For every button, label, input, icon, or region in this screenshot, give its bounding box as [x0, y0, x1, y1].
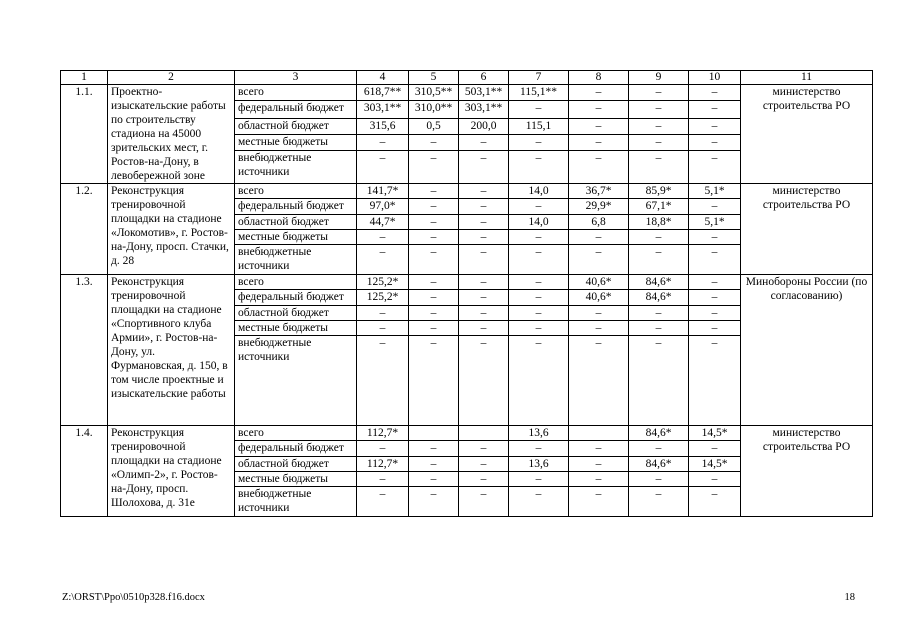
value-cell: –: [459, 487, 509, 517]
value-cell: –: [569, 321, 629, 336]
funding-source: всего: [235, 275, 357, 290]
header-cell: 8: [569, 71, 629, 85]
header-cell: 10: [689, 71, 741, 85]
value-cell: 29,9*: [569, 199, 629, 215]
funding-source: всего: [235, 426, 357, 441]
table-row: [61, 426, 873, 441]
value-cell: –: [409, 441, 459, 457]
value-cell: –: [689, 336, 741, 426]
value-cell: –: [409, 321, 459, 336]
value-cell: –: [509, 472, 569, 487]
value-cell: –: [357, 487, 409, 517]
value-cell: 303,1**: [459, 101, 509, 118]
value-cell: –: [357, 230, 409, 245]
value-cell: –: [689, 321, 741, 336]
value-cell: –: [459, 457, 509, 472]
value-cell: –: [459, 275, 509, 290]
value-cell: –: [409, 457, 459, 472]
value-cell: –: [459, 245, 509, 275]
value-cell: –: [409, 245, 459, 275]
funding-source: местные бюджеты: [235, 321, 357, 336]
footer-page-number: 18: [844, 592, 855, 603]
table-body: [61, 71, 873, 517]
value-cell: –: [509, 290, 569, 306]
value-cell: –: [689, 245, 741, 275]
value-cell: –: [357, 306, 409, 321]
table-row: [61, 275, 873, 290]
value-cell: –: [569, 487, 629, 517]
value-cell: –: [409, 199, 459, 215]
value-cell: 200,0: [459, 118, 509, 134]
value-cell: –: [357, 321, 409, 336]
value-cell: –: [409, 215, 459, 230]
item-code: 1.4.: [61, 426, 108, 517]
header-cell: 1: [61, 71, 108, 85]
value-cell: –: [509, 151, 569, 184]
value-cell: –: [629, 101, 689, 118]
executor: министерство строительства РО: [741, 85, 873, 184]
value-cell: –: [509, 321, 569, 336]
value-cell: –: [409, 306, 459, 321]
value-cell: –: [509, 275, 569, 290]
value-cell: –: [409, 230, 459, 245]
value-cell: –: [689, 101, 741, 118]
value-cell: 5,1*: [689, 184, 741, 199]
value-cell: 303,1**: [357, 101, 409, 118]
value-cell: –: [689, 290, 741, 306]
value-cell: –: [569, 151, 629, 184]
value-cell: –: [629, 306, 689, 321]
header-cell: 9: [629, 71, 689, 85]
value-cell: –: [409, 336, 459, 426]
value-cell: –: [459, 199, 509, 215]
funding-source: внебюджетные источники: [235, 245, 357, 275]
funding-source: федеральный бюджет: [235, 290, 357, 306]
value-cell: 14,5*: [689, 457, 741, 472]
header-cell: 6: [459, 71, 509, 85]
header-row: [61, 71, 873, 85]
header-cell: 4: [357, 71, 409, 85]
value-cell: 618,7**: [357, 85, 409, 101]
value-cell: 310,5**: [409, 85, 459, 101]
header-cell: 2: [108, 71, 235, 85]
value-cell: –: [689, 487, 741, 517]
value-cell: –: [509, 101, 569, 118]
funding-source: областной бюджет: [235, 457, 357, 472]
value-cell: –: [569, 472, 629, 487]
value-cell: –: [409, 275, 459, 290]
value-cell: –: [629, 321, 689, 336]
value-cell: –: [569, 457, 629, 472]
funding-source: областной бюджет: [235, 118, 357, 134]
item-code: 1.3.: [61, 275, 108, 426]
value-cell: –: [629, 85, 689, 101]
value-cell: 84,6*: [629, 275, 689, 290]
header-cell: 3: [235, 71, 357, 85]
table-row: [61, 85, 873, 101]
value-cell: –: [459, 135, 509, 151]
value-cell: 36,7*: [569, 184, 629, 199]
value-cell: –: [689, 199, 741, 215]
funding-source: областной бюджет: [235, 215, 357, 230]
value-cell: –: [569, 441, 629, 457]
value-cell: –: [509, 487, 569, 517]
value-cell: 141,7*: [357, 184, 409, 199]
funding-source: местные бюджеты: [235, 135, 357, 151]
value-cell: 97,0*: [357, 199, 409, 215]
value-cell: –: [509, 306, 569, 321]
value-cell: –: [459, 151, 509, 184]
table-row: [61, 184, 873, 199]
value-cell: [459, 426, 509, 441]
header-cell: 11: [741, 71, 873, 85]
value-cell: –: [409, 487, 459, 517]
value-cell: –: [569, 85, 629, 101]
value-cell: 315,6: [357, 118, 409, 134]
funding-source: местные бюджеты: [235, 230, 357, 245]
header-cell: 5: [409, 71, 459, 85]
value-cell: 67,1*: [629, 199, 689, 215]
value-cell: –: [409, 472, 459, 487]
value-cell: –: [689, 230, 741, 245]
value-cell: 115,1**: [509, 85, 569, 101]
value-cell: 0,5: [409, 118, 459, 134]
value-cell: –: [689, 441, 741, 457]
value-cell: –: [689, 306, 741, 321]
value-cell: –: [629, 135, 689, 151]
value-cell: –: [629, 441, 689, 457]
value-cell: –: [689, 151, 741, 184]
value-cell: 112,7*: [357, 426, 409, 441]
value-cell: 115,1: [509, 118, 569, 134]
item-name: Реконструкция тренировочной площадки на стадионе «Спортивного клуба Армии», г. Ростов-на-Дону, ул. Фурмановская, д. 150, в том числе проектные и изыскательские работы: [108, 275, 235, 426]
value-cell: –: [629, 230, 689, 245]
value-cell: –: [409, 290, 459, 306]
value-cell: 44,7*: [357, 215, 409, 230]
header-cell: 7: [509, 71, 569, 85]
value-cell: –: [509, 230, 569, 245]
budget-table: [60, 70, 873, 517]
value-cell: –: [689, 135, 741, 151]
value-cell: –: [629, 151, 689, 184]
footer-file-path: Z:\ORST\Ppo\0510p328.f16.docx: [62, 592, 205, 603]
value-cell: 13,6: [509, 426, 569, 441]
funding-source: всего: [235, 184, 357, 199]
value-cell: –: [459, 336, 509, 426]
value-cell: 85,9*: [629, 184, 689, 199]
value-cell: 14,0: [509, 184, 569, 199]
value-cell: –: [459, 441, 509, 457]
value-cell: –: [409, 151, 459, 184]
value-cell: –: [357, 336, 409, 426]
value-cell: –: [357, 472, 409, 487]
value-cell: –: [569, 101, 629, 118]
value-cell: –: [409, 184, 459, 199]
value-cell: –: [509, 245, 569, 275]
value-cell: [569, 426, 629, 441]
value-cell: –: [357, 245, 409, 275]
funding-source: федеральный бюджет: [235, 441, 357, 457]
value-cell: –: [569, 135, 629, 151]
item-name: Проектно-изыскательские работы по строительству стадиона на 45000 зрительских мест, г. Ростов-на-Дону, в левобережной зоне: [108, 85, 235, 184]
value-cell: –: [569, 118, 629, 134]
value-cell: –: [629, 245, 689, 275]
value-cell: 310,0**: [409, 101, 459, 118]
value-cell: 84,6*: [629, 290, 689, 306]
value-cell: 5,1*: [689, 215, 741, 230]
value-cell: –: [509, 199, 569, 215]
value-cell: –: [629, 472, 689, 487]
value-cell: –: [357, 135, 409, 151]
value-cell: 14,5*: [689, 426, 741, 441]
executor: Минобороны России (по согласованию): [741, 275, 873, 426]
value-cell: 6,8: [569, 215, 629, 230]
value-cell: –: [409, 135, 459, 151]
funding-source: внебюджетные источники: [235, 487, 357, 517]
value-cell: –: [689, 275, 741, 290]
funding-source: федеральный бюджет: [235, 101, 357, 118]
funding-source: федеральный бюджет: [235, 199, 357, 215]
item-code: 1.1.: [61, 85, 108, 184]
value-cell: 14,0: [509, 215, 569, 230]
value-cell: [409, 426, 459, 441]
value-cell: –: [459, 290, 509, 306]
value-cell: 125,2*: [357, 275, 409, 290]
funding-source: внебюджетные источники: [235, 151, 357, 184]
value-cell: –: [689, 85, 741, 101]
funding-source: внебюджетные источники: [235, 336, 357, 426]
executor: министерство строительства РО: [741, 184, 873, 275]
funding-source: местные бюджеты: [235, 472, 357, 487]
value-cell: –: [569, 245, 629, 275]
value-cell: –: [357, 151, 409, 184]
value-cell: –: [629, 487, 689, 517]
value-cell: 18,8*: [629, 215, 689, 230]
value-cell: –: [569, 336, 629, 426]
value-cell: 13,6: [509, 457, 569, 472]
value-cell: –: [509, 336, 569, 426]
value-cell: –: [689, 118, 741, 134]
value-cell: –: [459, 321, 509, 336]
value-cell: –: [629, 118, 689, 134]
value-cell: 503,1**: [459, 85, 509, 101]
value-cell: –: [459, 306, 509, 321]
value-cell: –: [357, 441, 409, 457]
value-cell: –: [509, 135, 569, 151]
funding-source: областной бюджет: [235, 306, 357, 321]
value-cell: –: [459, 472, 509, 487]
item-name: Реконструкция тренировочной площадки на стадионе «Локомотив», г. Ростов-на-Дону, просп. Стачки, д. 28: [108, 184, 235, 275]
item-code: 1.2.: [61, 184, 108, 275]
value-cell: –: [689, 472, 741, 487]
item-name: Реконструкция тренировочной площадки на стадионе «Олимп-2», г. Ростов-на-Дону, просп. Шолохова, д. 31е: [108, 426, 235, 517]
value-cell: 40,6*: [569, 275, 629, 290]
value-cell: –: [569, 306, 629, 321]
value-cell: 125,2*: [357, 290, 409, 306]
value-cell: –: [459, 215, 509, 230]
executor: министерство строительства РО: [741, 426, 873, 517]
value-cell: 40,6*: [569, 290, 629, 306]
value-cell: 84,6*: [629, 426, 689, 441]
value-cell: 84,6*: [629, 457, 689, 472]
value-cell: –: [459, 184, 509, 199]
value-cell: 112,7*: [357, 457, 409, 472]
value-cell: –: [569, 230, 629, 245]
funding-source: всего: [235, 85, 357, 101]
value-cell: –: [629, 336, 689, 426]
value-cell: –: [459, 230, 509, 245]
value-cell: –: [509, 441, 569, 457]
